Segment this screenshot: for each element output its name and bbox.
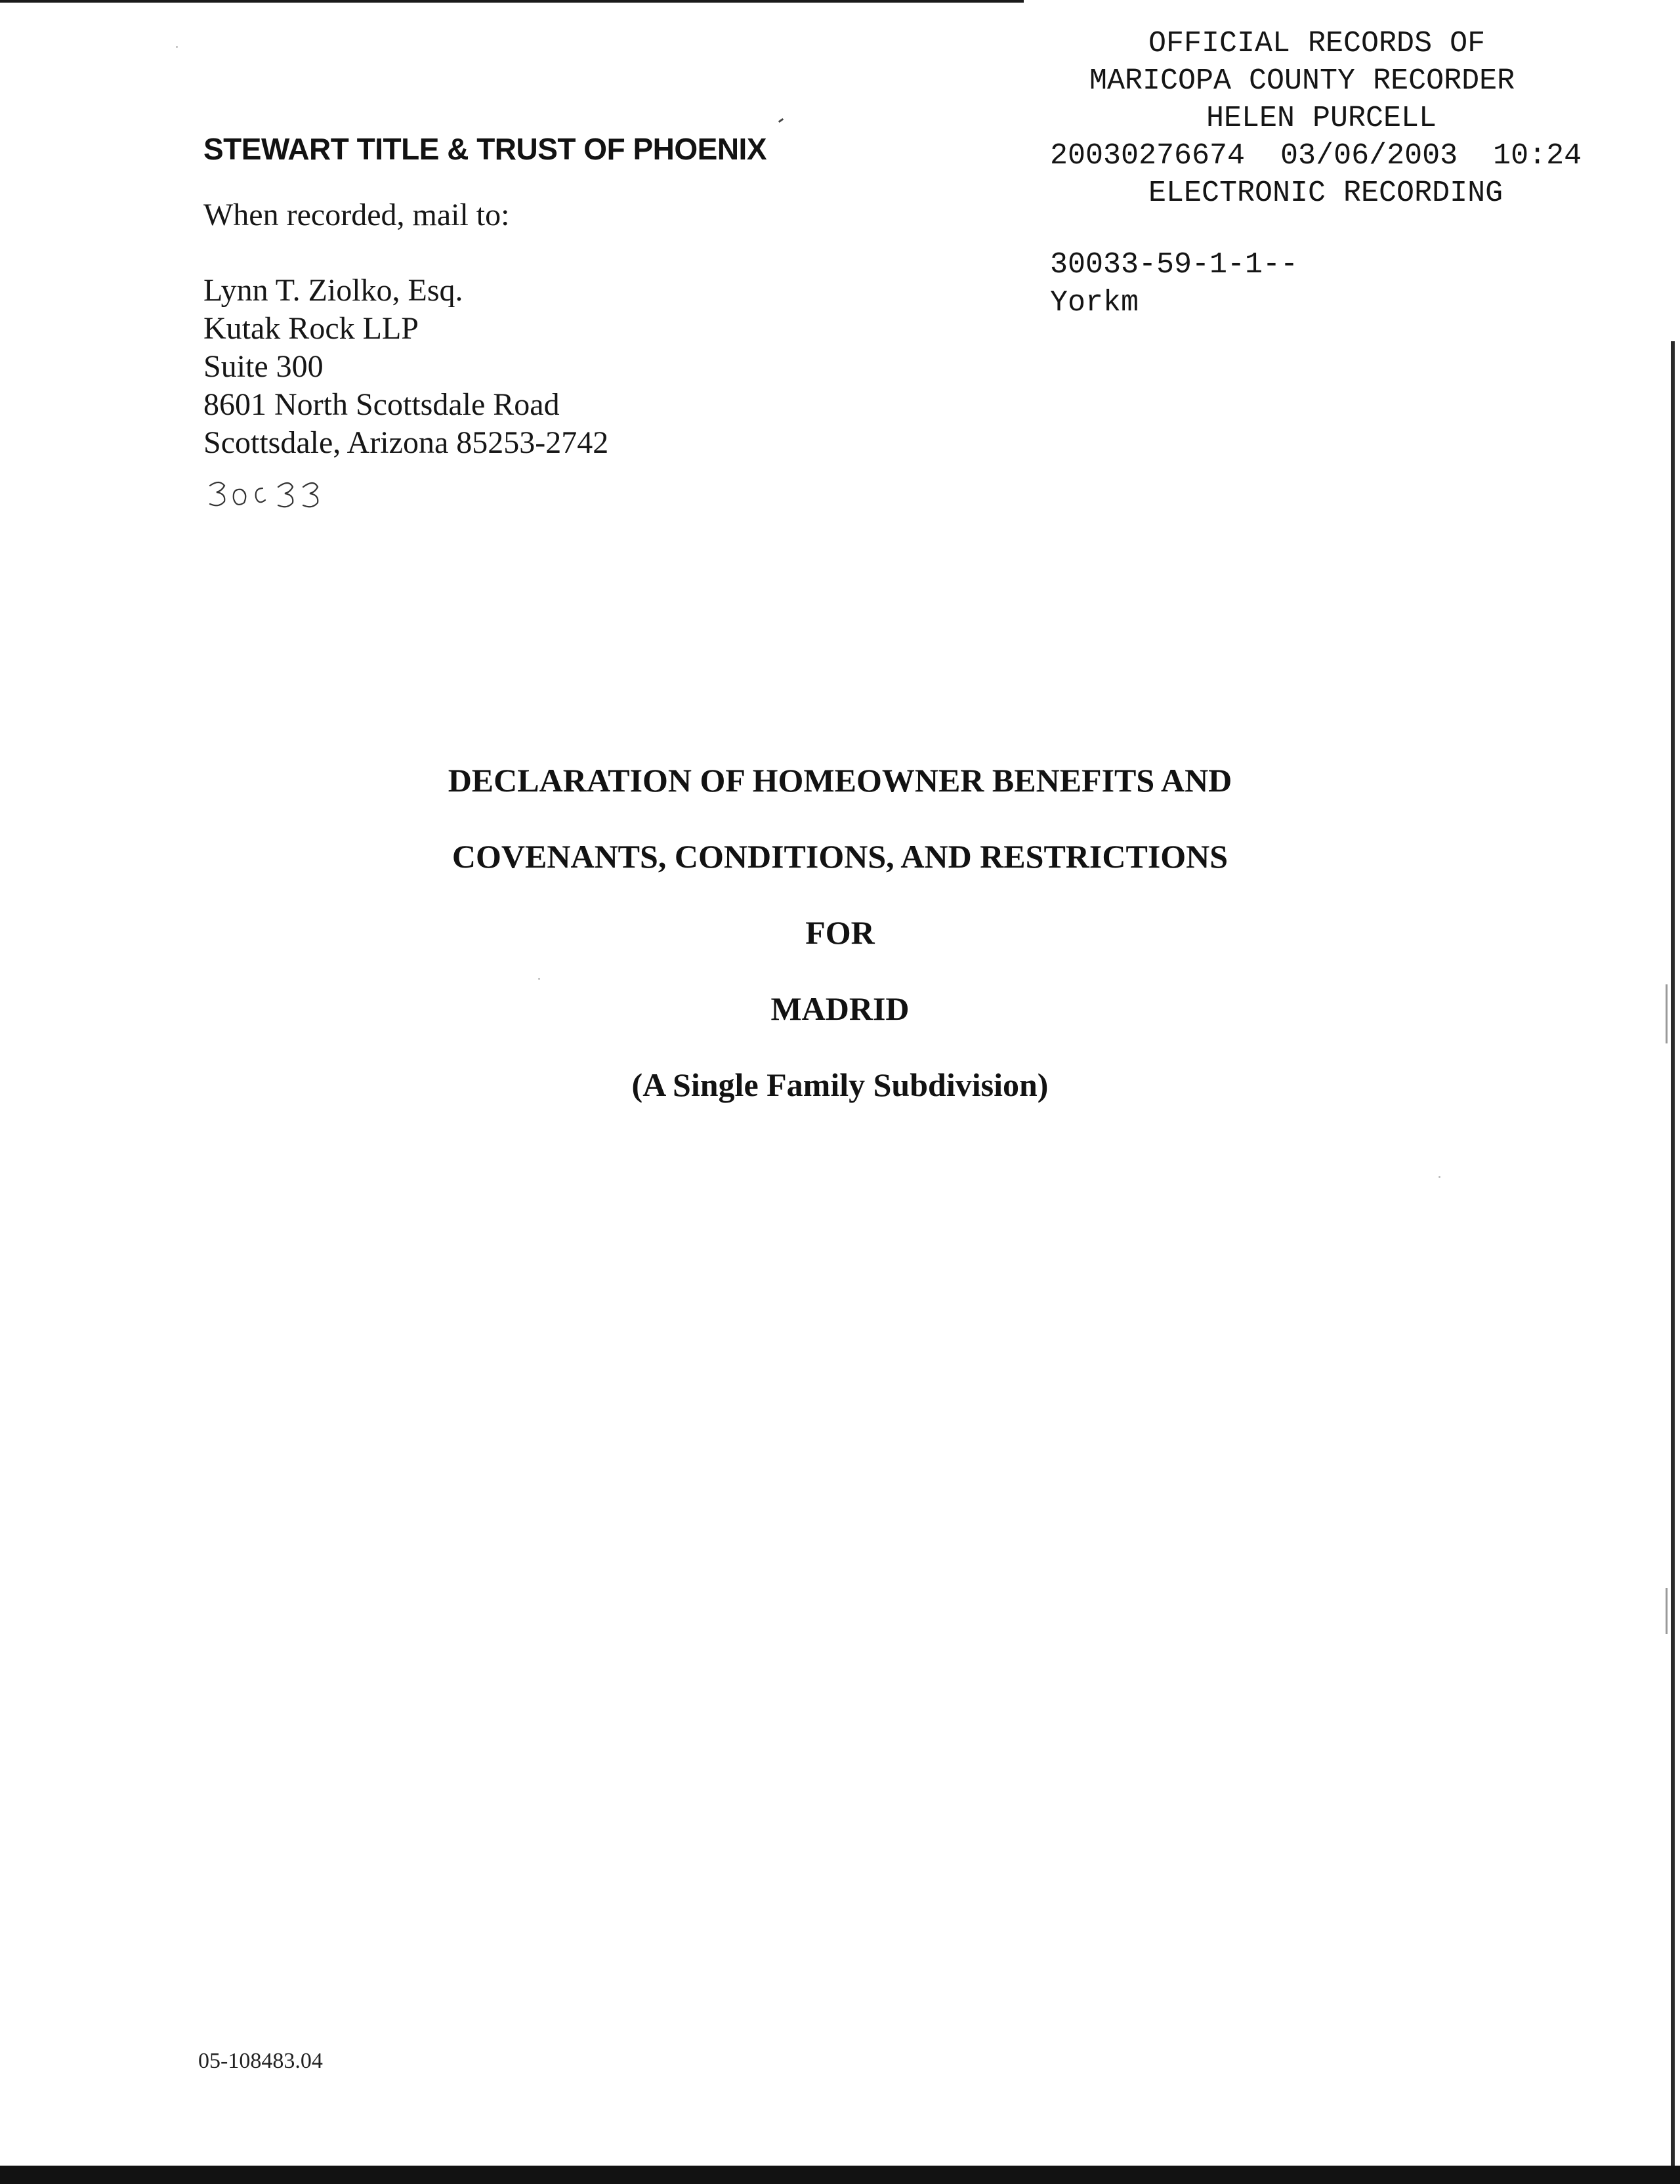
document-title-line-1: DECLARATION OF HOMEOWNER BENEFITS AND	[448, 762, 1232, 799]
handwritten-note-image	[205, 471, 336, 517]
recording-stamp	[1024, 25, 1654, 212]
ink-mark	[778, 118, 784, 123]
stamp-line-official-records: OFFICIAL RECORDS OF	[1148, 27, 1486, 60]
scan-right-edge	[1671, 341, 1675, 2172]
stamp-line-recording-type: ELECTRONIC RECORDING	[1148, 177, 1503, 210]
scan-speck	[176, 46, 178, 48]
addressee-street: 8601 North Scottsdale Road	[203, 387, 560, 422]
document-code: 05-108483.04	[198, 2049, 323, 2073]
stamp-reference-number: 30033-59-1-1--	[1050, 248, 1299, 282]
stamp-line-recorder-name: HELEN PURCELL	[1206, 102, 1437, 135]
scan-bottom-edge	[0, 2166, 1680, 2184]
addressee-firm: Kutak Rock LLP	[203, 311, 419, 346]
document-title-subdivision-name: MADRID	[770, 990, 910, 1027]
addressee-suite: Suite 300	[203, 349, 324, 384]
mail-to-label: When recorded, mail to:	[203, 198, 510, 232]
addressee-name: Lynn T. Ziolko, Esq.	[203, 273, 463, 308]
stamp-line-county-recorder: MARICOPA COUNTY RECORDER	[1089, 64, 1515, 98]
title-company-name: STEWART TITLE & TRUST OF PHOENIX	[203, 132, 766, 166]
document-title-subtitle: (A Single Family Subdivision)	[631, 1066, 1049, 1103]
document-title-line-3: FOR	[805, 914, 875, 951]
document-title-line-2: COVENANTS, CONDITIONS, AND RESTRICTIONS	[452, 838, 1228, 875]
return-address	[203, 272, 608, 462]
stamp-line-recording-number-date-time: 20030276674 03/06/2003 10:24	[1050, 139, 1582, 173]
scan-artifact	[1666, 1588, 1668, 1634]
scan-speck	[538, 978, 540, 980]
stamp-operator: Yorkm	[1050, 286, 1139, 320]
scan-speck	[1438, 1176, 1440, 1178]
addressee-city: Scottsdale, Arizona 85253-2742	[203, 425, 609, 460]
stamp-reference-block	[1050, 246, 1298, 322]
scan-top-edge	[0, 0, 1024, 3]
